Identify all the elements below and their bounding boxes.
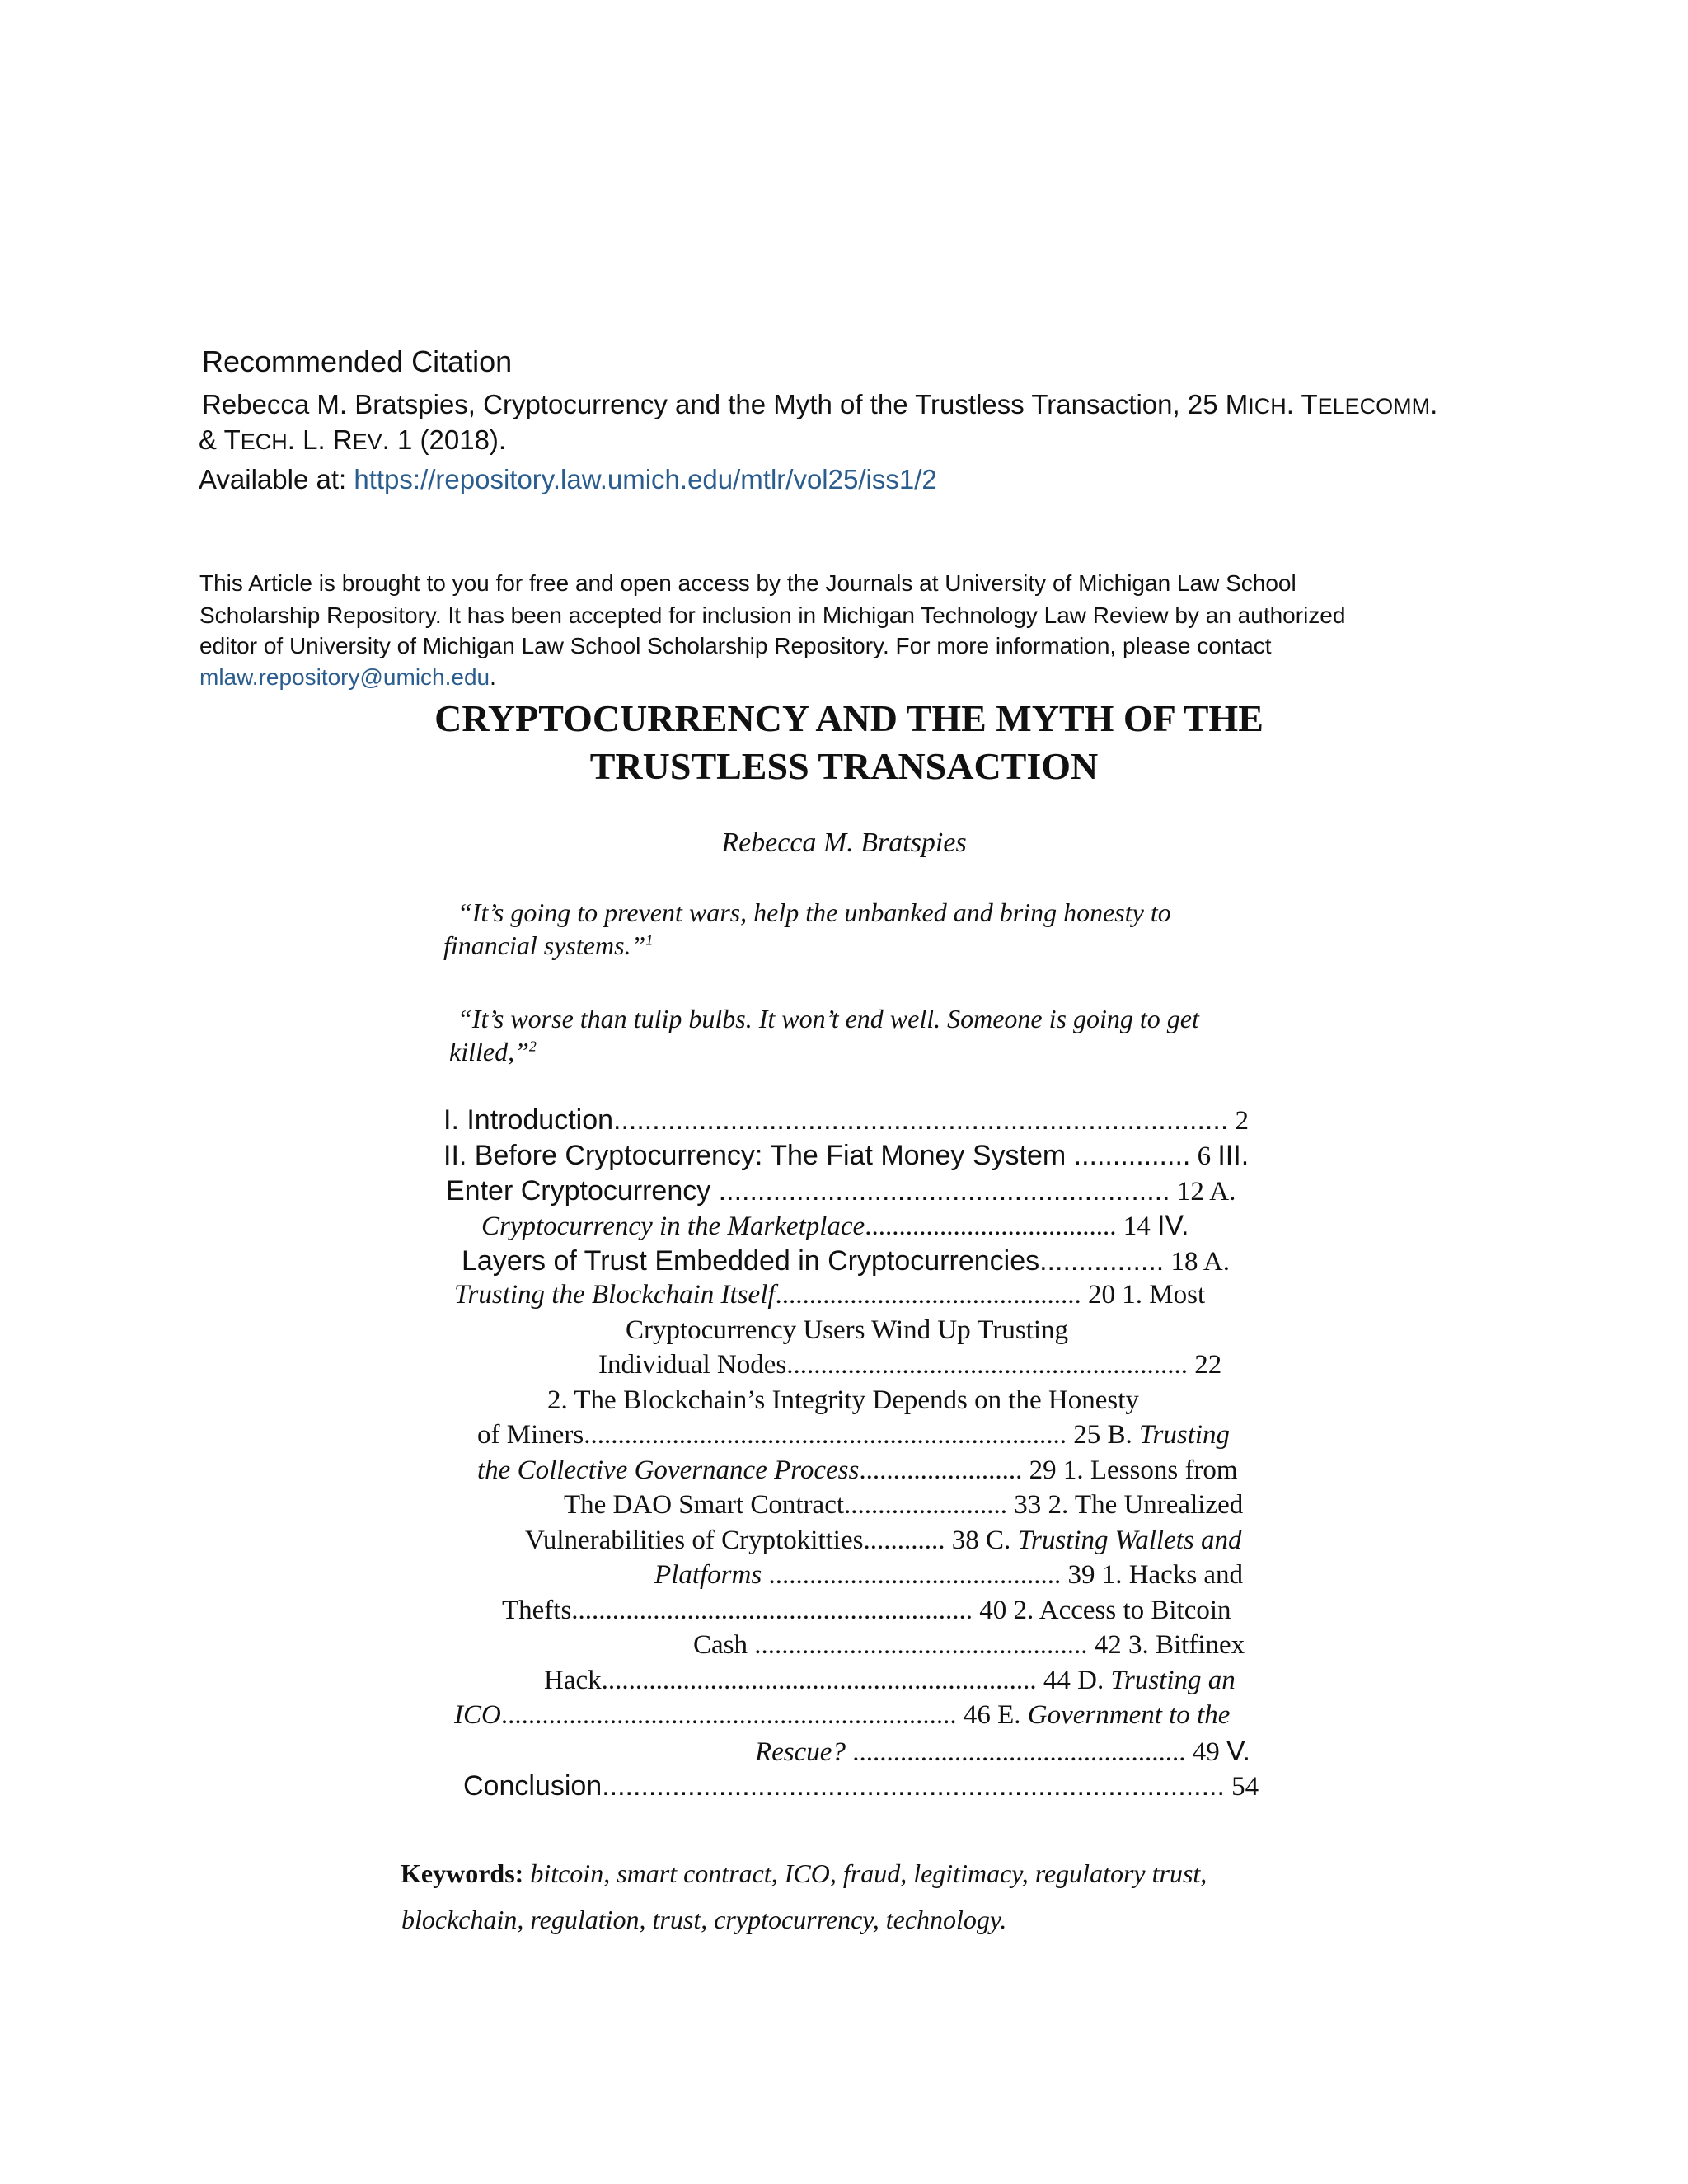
access-statement-line-1: This Article is brought to you for free and open access by the Journals at University of Michigan Law School bbox=[199, 570, 1296, 596]
footnote-ref-2: 2 bbox=[528, 1038, 537, 1055]
article-title-line-2: TRUSTLESS TRANSACTION bbox=[589, 745, 1099, 787]
available-at bbox=[199, 464, 937, 495]
access-statement-line-2: Scholarship Repository. It has been accepted for inclusion in Michigan Technology Law Review by an authorized bbox=[199, 602, 1346, 628]
keywords-line-2: blockchain, regulation, trust, cryptocurrency, technology. bbox=[401, 1905, 1007, 1934]
article-title-line-1: CRYPTOCURRENCY AND THE MYTH OF THE bbox=[434, 697, 1264, 739]
toc-line: Individual Nodes........................................................... 22 bbox=[598, 1350, 1222, 1380]
toc-line: ICO................................................................... 46 E. Government to the bbox=[454, 1700, 1231, 1730]
available-label: Available at: bbox=[199, 464, 354, 494]
citation-text-line-2: & TECH. L. REV. 1 (2018). bbox=[199, 424, 507, 455]
toc-line: Layers of Trust Embedded in Cryptocurrencies................ 18 A. bbox=[462, 1245, 1231, 1277]
article-author: Rebecca M. Bratspies bbox=[721, 827, 967, 858]
toc-line: Platforms ........................................... 39 1. Hacks and bbox=[654, 1560, 1244, 1590]
toc-line: Hack................................................................ 44 D. Trusting an bbox=[544, 1666, 1236, 1695]
toc-line: Trusting the Blockchain Itself............................................. 20 1. Most bbox=[454, 1280, 1206, 1310]
toc-line: Cash ................................................. 42 3. Bitfinex bbox=[693, 1630, 1245, 1660]
toc-line: II. Before Cryptocurrency: The Fiat Money System ............... 6 III. bbox=[443, 1140, 1250, 1171]
epigraph-2-line-1: “It’s worse than tulip bulbs. It won’t end well. Someone is going to get bbox=[457, 1004, 1199, 1033]
toc-line: Conclusion................................................................................ 54 bbox=[463, 1770, 1259, 1802]
toc-line: the Collective Governance Process........................ 29 1. Lessons from bbox=[477, 1455, 1238, 1485]
keywords-line-1: Keywords: bitcoin, smart contract, ICO, fraud, legitimacy, regulatory trust, bbox=[401, 1858, 1207, 1888]
epigraph-2-line-2: killed,”$^2$ bbox=[449, 1037, 537, 1066]
epigraph-1-line-2: financial systems.”$^1$ bbox=[443, 930, 654, 960]
toc-line: I. Introduction............................................................................... 2 bbox=[443, 1104, 1250, 1136]
toc-line: Vulnerabilities of Cryptokitties............ 38 C. Trusting Wallets and bbox=[525, 1526, 1242, 1555]
access-statement-line-3: editor of University of Michigan Law School Scholarship Repository. For more information, please contact bbox=[199, 633, 1272, 658]
contact-email-link[interactable]: mlaw.repository@umich.edu bbox=[199, 664, 490, 690]
citation-text-line-1: Rebecca M. Bratspies, Cryptocurrency and the Myth of the Trustless Transaction, 25 MICH. TELECOMM. bbox=[202, 389, 1438, 419]
contact-email-line: mlaw.repository@umich.edu. bbox=[199, 664, 496, 690]
toc-line: Thefts........................................................... 40 2. Access to Bitcoin bbox=[502, 1596, 1231, 1625]
toc-line: Enter Cryptocurrency .......................................................... 12 A. bbox=[446, 1175, 1236, 1207]
toc-line: of Miners....................................................................... 25 B. Trusting bbox=[477, 1420, 1231, 1450]
toc-line: The DAO Smart Contract........................ 33 2. The Unrealized bbox=[564, 1490, 1244, 1520]
toc-line: 2. The Blockchain’s Integrity Depends on the Honesty bbox=[547, 1385, 1139, 1415]
epigraph-1-line-1: “It’s going to prevent wars, help the unbanked and bring honesty to bbox=[457, 898, 1171, 927]
toc-line: Cryptocurrency Users Wind Up Trusting bbox=[626, 1315, 1069, 1345]
toc-line: Rescue? ................................................. 49 V. bbox=[755, 1736, 1250, 1767]
toc-line: Cryptocurrency in the Marketplace..................................... 14 IV. bbox=[481, 1210, 1189, 1241]
footnote-ref-1: 1 bbox=[645, 931, 654, 949]
keywords-label: Keywords: bbox=[401, 1858, 524, 1888]
repository-link[interactable]: https://repository.law.umich.edu/mtlr/vol25/iss1/2 bbox=[354, 464, 937, 494]
citation-heading: Recommended Citation bbox=[202, 344, 513, 378]
